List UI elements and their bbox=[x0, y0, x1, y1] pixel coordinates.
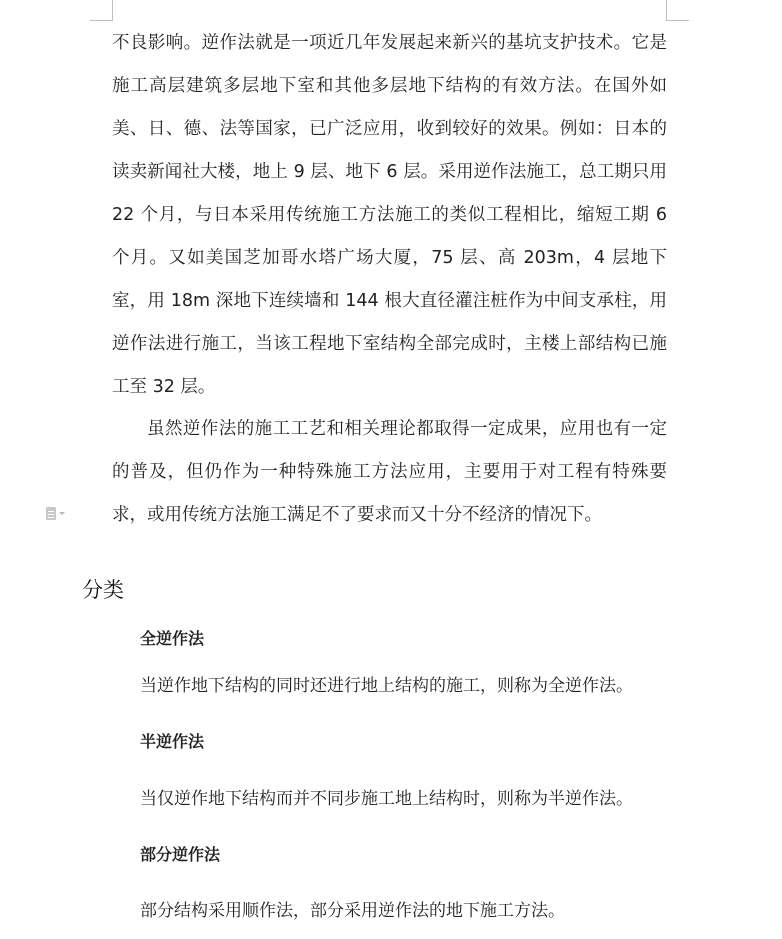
body-paragraph: 虽然逆作法的施工工艺和相关理论都取得一定成果，应用也有一定的普及，但仍作为一种特殊施工方法应用，主要用于对工程有特殊要求，或用传统方法施工满足不了要求而又十分不经济的情况下。 bbox=[112, 419, 667, 525]
subsection-text: 当逆作地下结构的同时还进行地上结构的施工，则称为全逆作法。 bbox=[140, 676, 633, 696]
subsection-heading: 半逆作法 bbox=[140, 732, 205, 751]
section-heading: 分类 bbox=[82, 578, 124, 602]
body-paragraph: 不良影响。逆作法就是一项近几年发展起来新兴的基坑支护技术。它是施工高层建筑多层地下室和其他多层地下结构的有效方法。在国外如美、日、德、法等国家，已广泛应用，收到较好的效果。例如：日本的读卖新闻社大楼，地上 9 层、地下 6 层。采用逆作法施工，总工期只用 22 个月，与日本采用传统施工方法施工的类似工程相比，缩短工期 6 个月。又如美国芝加哥水塔广场大厦，75 层、高 203m，4 层地下室，用 18m 深地下连续墙和 144 根大直径灌注桩作为中间支承柱，用逆作法进行施工，当该工程地下室结构全部完成时，主楼上部结构已施工至 32 层。 bbox=[112, 33, 667, 397]
subsection-text: 部分结构采用顺作法，部分采用逆作法的地下施工方法。 bbox=[140, 901, 565, 921]
page-corner-mark-right bbox=[666, 0, 689, 21]
subsection-text: 当仅逆作地下结构而并不同步施工地上结构时，则称为半逆作法。 bbox=[140, 789, 633, 809]
subsection-heading: 部分逆作法 bbox=[140, 845, 221, 864]
paragraph-menu-icon[interactable] bbox=[46, 505, 76, 521]
subsection-heading: 全逆作法 bbox=[140, 629, 205, 648]
chevron-down-icon bbox=[59, 512, 65, 515]
page-corner-mark-left bbox=[90, 0, 113, 21]
document-icon bbox=[46, 507, 56, 520]
